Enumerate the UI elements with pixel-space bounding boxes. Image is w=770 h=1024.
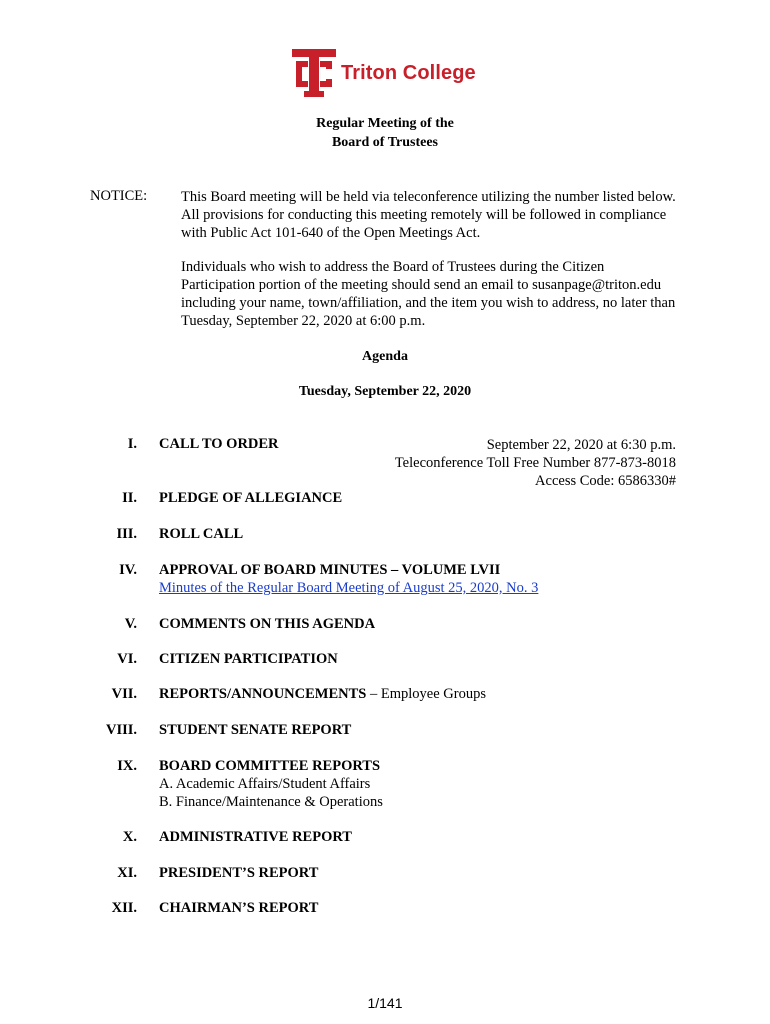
agenda-item-numeral: XI. [117, 865, 137, 881]
agenda-subitem: B. Finance/Maintenance & Operations [159, 794, 383, 810]
agenda-item-title: COMMENTS ON THIS AGENDA [159, 616, 376, 632]
agenda-item-title: STUDENT SENATE REPORT [159, 722, 352, 738]
page-number: 1/141 [367, 995, 403, 1011]
agenda-item-numeral: XII. [111, 900, 137, 916]
agenda-heading: Agenda [362, 349, 408, 364]
agenda-item-numeral: X. [122, 829, 137, 845]
agenda-subitem: A. Academic Affairs/Student Affairs [159, 776, 371, 792]
agenda-item-numeral: VII. [111, 686, 137, 702]
meeting-title-line2: Board of Trustees [331, 135, 439, 150]
agenda-item-title: ROLL CALL [159, 526, 244, 542]
agenda-date: Tuesday, September 22, 2020 [298, 384, 472, 399]
call-info [395, 436, 676, 490]
minutes-link-line [159, 580, 538, 597]
agenda-item-title: CHAIRMAN’S REPORT [159, 900, 319, 916]
minutes-link[interactable]: Minutes of the Regular Board Meeting of August 25, 2020, No. 3 [159, 580, 539, 596]
agenda-item-title-text: REPORTS/ANNOUNCEMENTS [159, 686, 367, 702]
call-info-access-code: Access Code: 6586330# [535, 473, 676, 489]
meeting-title-line1: Regular Meeting of the [316, 116, 454, 131]
agenda-item-numeral: IV. [119, 562, 137, 578]
agenda-item-title: PRESIDENT’S REPORT [159, 865, 319, 881]
triton-tc-emblem-icon [292, 49, 336, 97]
notice-paragraph-1: This Board meeting will be held via teleconference utilizing the number listed below. All provisions for conducting this meeting remotely will be followed in compliance with Public Act 101-640 of the Open Meetings Act. [181, 189, 676, 241]
notice-label: NOTICE: [90, 188, 148, 204]
agenda-item-title: PLEDGE OF ALLEGIANCE [159, 490, 343, 506]
agenda-item-title: CITIZEN PARTICIPATION [159, 651, 338, 667]
agenda-item-title: APPROVAL OF BOARD MINUTES – VOLUME LVII [159, 562, 501, 578]
agenda-item-numeral: III. [116, 526, 137, 542]
agenda-item-numeral: I. [127, 436, 137, 452]
agenda-item-numeral: VI. [117, 651, 137, 667]
logo-text: Triton College [341, 61, 476, 84]
agenda-item-title: CALL TO ORDER [159, 436, 279, 452]
triton-college-logo [292, 48, 476, 98]
agenda-item-title: BOARD COMMITTEE REPORTS [159, 758, 381, 774]
call-info-time: September 22, 2020 at 6:30 p.m. [486, 437, 676, 453]
agenda-item-numeral: VIII. [105, 722, 137, 738]
agenda-item-numeral: V. [124, 616, 137, 632]
agenda-item-numeral: IX. [117, 758, 137, 774]
agenda-item-suffix: – Employee Groups [366, 686, 486, 702]
agenda-item-title: ADMINISTRATIVE REPORT [159, 829, 352, 845]
call-info-phone: Teleconference Toll Free Number 877-873-8018 [394, 455, 676, 471]
agenda-item-title [159, 686, 486, 703]
notice-paragraph-2: Individuals who wish to address the Board of Trustees during the Citizen Participation portion of the meeting should send an email to susanpage@triton.edu including your name, town/affiliation, and the item you wish to address, no later than Tuesday, September 22, 2020 at 6:00 p.m. [181, 259, 676, 329]
agenda-item-numeral: II. [122, 490, 137, 506]
